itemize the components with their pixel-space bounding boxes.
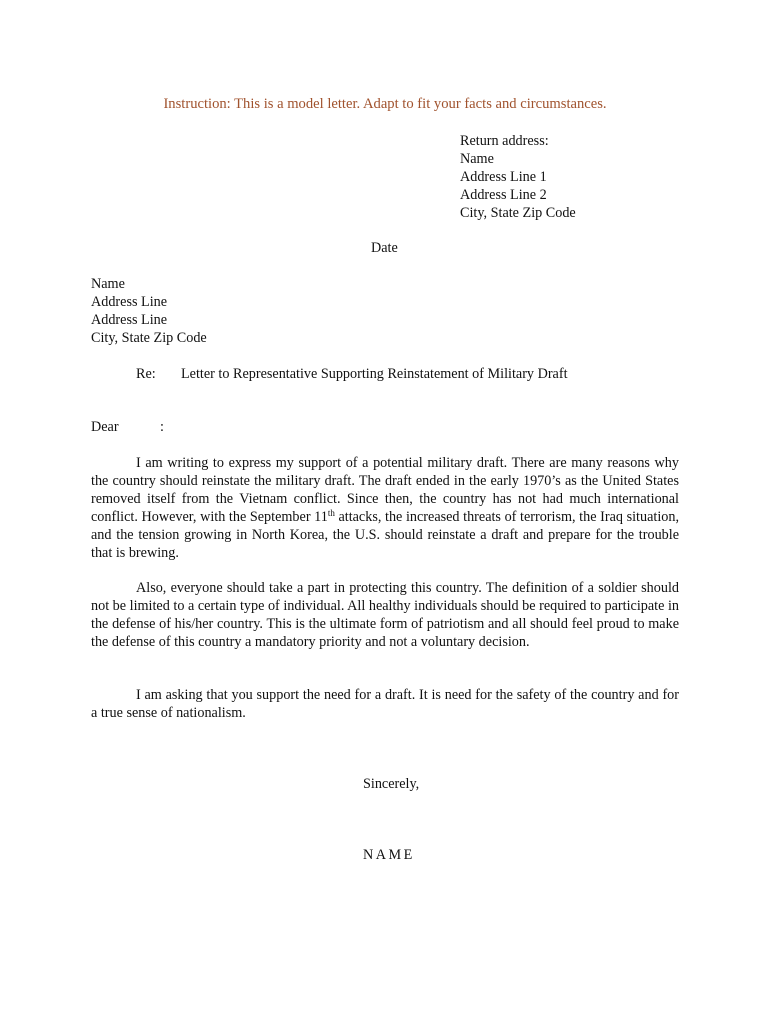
subject-line bbox=[136, 365, 568, 383]
instruction-note: Instruction: This is a model letter. Adapt to fit your facts and circumstances. bbox=[163, 96, 607, 112]
return-address-city: City, State Zip Code bbox=[460, 205, 576, 221]
p1-text-after: attacks, the increased threats of terrorism, the Iraq situation, and the tension growing in North Korea, the U.S. should reinstate a draft and prepare for the trouble that is brewing. bbox=[91, 509, 679, 561]
re-subject: Letter to Representative Supporting Reinstatement of Military Draft bbox=[181, 366, 568, 382]
recipient-city: City, State Zip Code bbox=[91, 330, 207, 346]
return-address bbox=[460, 132, 576, 222]
recipient-name: Name bbox=[91, 276, 125, 292]
recipient-address bbox=[91, 275, 207, 347]
body-paragraph-2: Also, everyone should take a part in protecting this country. The definition of a soldier should not be limited to a certain type of individual. All healthy individuals should be required to participate in the defense of his/her country. This is the ultimate form of patriotism and all should feel proud to make the defense of this country a mandatory priority and not a voluntary decision. bbox=[91, 580, 679, 650]
recipient-line1: Address Line bbox=[91, 294, 168, 310]
return-address-line2: Address Line 2 bbox=[460, 187, 547, 203]
return-address-label: Return address: bbox=[460, 133, 549, 149]
recipient-line2: Address Line bbox=[91, 312, 168, 328]
letter-date: Date bbox=[371, 240, 398, 256]
greeting bbox=[91, 418, 164, 436]
salutation: Dear bbox=[91, 419, 119, 435]
re-label: Re: bbox=[136, 366, 156, 382]
return-address-name: Name bbox=[460, 151, 494, 167]
p1-superscript: th bbox=[327, 508, 335, 518]
p1-text-before: I am writing to express my support of a potential military draft. There are many reasons why the country should reinstate the military draft. The draft ended in the early 1970’s as the United States removed itself from the Vietnam conflict. Since then, the country has not had much international conflict. However, with the September 11 bbox=[91, 455, 679, 525]
body-paragraph-1 bbox=[91, 454, 679, 562]
salutation-colon: : bbox=[160, 419, 164, 435]
signature-name: NAME bbox=[363, 847, 415, 863]
return-address-line1: Address Line 1 bbox=[460, 169, 547, 185]
body-paragraph-3: I am asking that you support the need for a draft. It is need for the safety of the country and for a true sense of nationalism. bbox=[91, 687, 679, 721]
closing: Sincerely, bbox=[363, 776, 420, 792]
